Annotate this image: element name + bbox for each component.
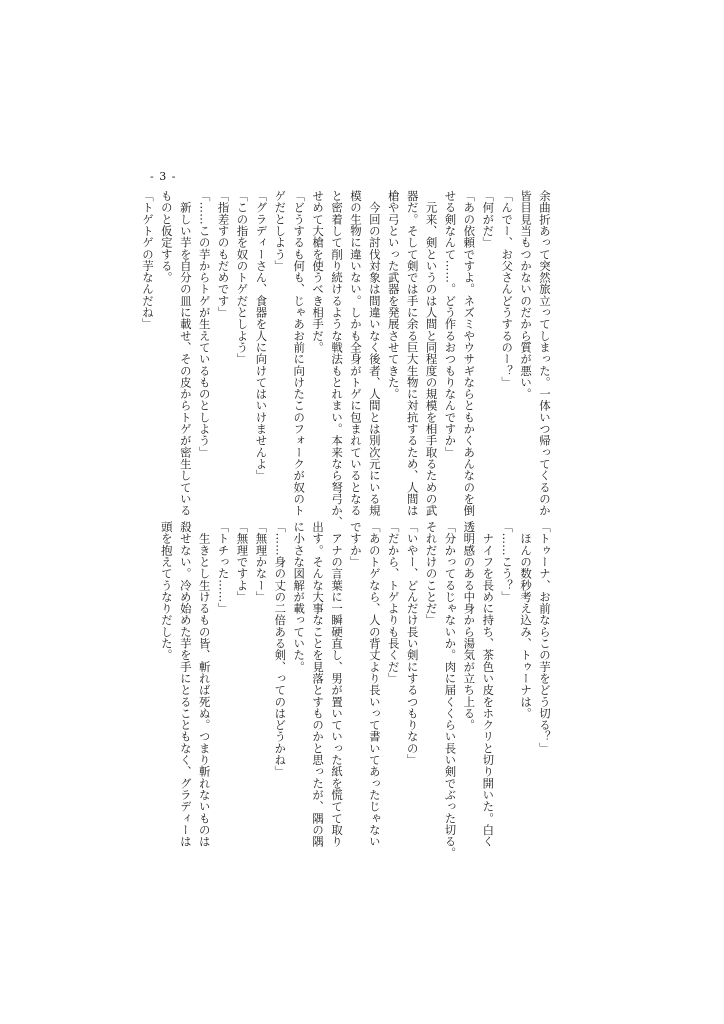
text-line: ですか」 — [348, 521, 363, 568]
text-line: 「この指を奴のトゲだとしよう」 — [235, 190, 250, 365]
text-line: 「だから、トゲよりも長くだ」 — [386, 521, 401, 685]
text-line: 「どうするも何も、じゃあお前に向けたこのフォークが奴のト — [292, 190, 307, 517]
text-line: 透明感のある中身から湯気が立ち上る。 — [462, 521, 477, 731]
upper-text-block — [138, 190, 554, 528]
page-number: - 3 - — [150, 170, 177, 183]
text-line: 「指差すのもだめです」 — [216, 190, 231, 319]
text-line: アナの言葉に一瞬硬直し、男が置いていった紙を慌てて取り — [330, 521, 345, 848]
text-line: ゲだとしよう」 — [273, 190, 288, 272]
text-line: 「あのトゲなら、人の背丈より長いって書いてあったじゃない — [367, 521, 382, 848]
text-line: 「トゥーナ、お前ならこの芋をどう切る？」 — [538, 521, 552, 754]
text-line: 殺せない。冷め始めた芋を手にとることもなく、グラディーは — [178, 521, 193, 848]
text-line: に小さな図解が載っていた。 — [292, 521, 307, 673]
text-line: 頭を抱えてうなりだした。 — [159, 521, 174, 661]
text-line: 「グラディーさん、食器を人に向けてはいけませんよ」 — [254, 190, 269, 482]
text-line: ナイフを長めに持ち、茶色い皮をホクリと切り開いた。白く — [481, 521, 496, 848]
text-line: 「……身の丈の二倍ある剣、ってのはどうかね」 — [273, 521, 288, 778]
text-line: それだけのことだ」 — [424, 521, 439, 626]
lower-text-block — [157, 521, 554, 859]
text-line: 「……こう？」 — [500, 521, 515, 603]
text-line: 「無理ですよ」 — [235, 521, 250, 603]
text-line: 「トゲトゲの芋なんだね」 — [140, 190, 155, 330]
text-line: 「いやー、どんだけ長い剣にするつもりなの」 — [405, 521, 420, 766]
text-line: ほんの数秒考え込み、トゥーナは。 — [519, 521, 534, 720]
text-line: 今回の討伐対象は間違いなく後者、人間とは別次元にいる規 — [367, 190, 382, 517]
text-line: 余曲折あって突然旅立ってしまった。一体いつ帰ってくるのか — [538, 190, 552, 517]
text-line: せる剣なんて……。どう作るおつもりなんですか」 — [443, 190, 458, 458]
text-line: 「何がだ」 — [481, 190, 496, 249]
text-line: 生きとし生けるもの皆、斬れば死ぬ。つまり斬れないものは — [197, 521, 212, 848]
text-line: 「分かってるじゃないか。肉に届くくらい長い剣でぶった切る。 — [443, 521, 458, 859]
text-line: 新しい芋を自分の皿に載せ、その皮からトゲが密生している — [178, 190, 193, 517]
text-line: と密着して削り続けるような戦法もとれまい。本来なら弩弓か、 — [330, 190, 345, 528]
text-line: 器だ。そして剣では手に余る巨大生物に対抗するため、人間は — [405, 190, 420, 517]
text-line: 槍や弓といった武器を発展させてきた。 — [386, 190, 401, 400]
text-line: 元来、剣というのは人間と同程度の規模を相手取るための武 — [424, 190, 439, 517]
text-line: せめて大槍を使うべき相手だ。 — [311, 190, 326, 354]
text-line: 「んでー、お父さんどうするのー？」 — [500, 190, 515, 389]
text-line: 出す。そんな大事なことを見落とすものかと思ったが、隅の隅 — [311, 521, 326, 848]
text-line: 「あの依頼ですよ。ネズミやウサギならともかくあんなのを倒 — [462, 190, 477, 517]
text-line: 皆目見当もつかないのだから質が悪い。 — [519, 190, 534, 400]
text-line: 「無理かなー」 — [254, 521, 269, 603]
text-line: 「トチった……」 — [216, 521, 231, 615]
text-line: 「……この芋からトゲが生えているものとしよう」 — [197, 190, 212, 458]
text-line: ものと仮定する。 — [159, 190, 174, 284]
text-line: 模の生物に違いない。しかも全身がトゲに包まれているとなる — [348, 190, 363, 517]
